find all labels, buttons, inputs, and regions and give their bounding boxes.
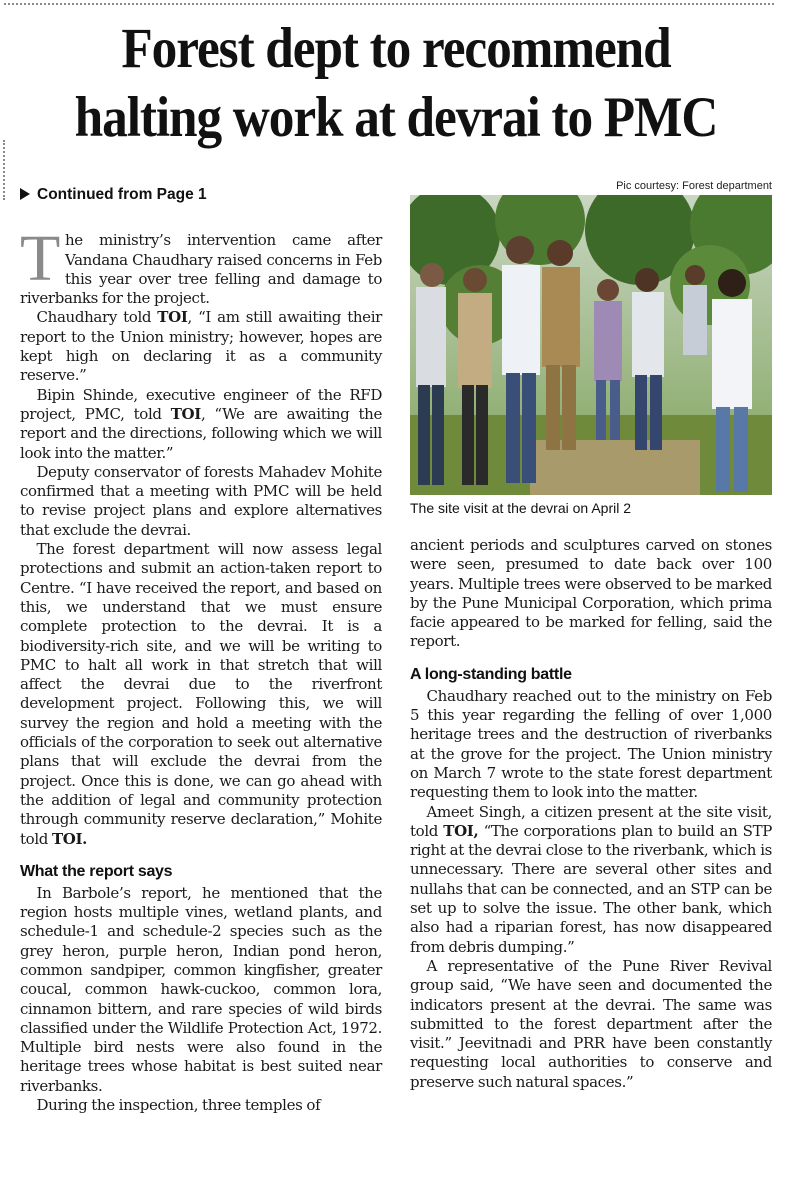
triangle-arrow-icon [20,188,30,200]
paragraph-1 [20,222,382,308]
photo-credit: Pic courtesy: Forest department [616,180,772,192]
left-dotted-border [3,140,5,200]
continued-from-label [20,185,382,204]
continued-text: Continued from Page 1 [37,186,207,203]
paragraph-11: A representative of the Pune River Revival group said, “We have seen and documented the indicators present at the devrai. The same was submitted to the forest department after the visit.” Jeevitnadi and PRR have been constantly requesting local authorities to conserve and preserve such natural spaces.” [410,956,772,1091]
site-visit-photo [410,195,772,495]
paragraph-3 [20,386,382,463]
paragraph-2-text-a: Chaudhary told [36,308,158,327]
toi-bold: TOI [157,308,188,327]
paragraph-4: Deputy conservator of forests Mahadev Mohite confirmed that a meeting with PMC will be held to revise project plans and explore alternatives that exclude the devrai. [20,462,382,539]
paragraph-7: During the inspection, three temples of [36,1096,321,1115]
photo-illustration [410,195,772,495]
toi-bold: TOI [170,404,201,423]
paragraph-10-text-a: Ameet Singh, a citizen present at the site visit, told [410,802,772,840]
paragraph-5-text: The forest department will now assess legal protections and submit an action-taken report to Centre. “I have received the report, and based on this, we understand that we must ensure complete protection to the devrai. It is a biodiversity-rich site, and we will be writing to PMC to halt all work in that stretch that will affect the devrai due to the riverfront development project. Following this, we will survey the region and hold a meeting with the officials of the corporation to seek out alternative plans that will exclude the devrai from the project. Once this is done, we can go ahead with the addition of legal and community protection through community reserve declaration,” Mohite told [20,540,382,848]
headline-line-2: halting work at devrai to PMC [74,86,718,149]
paragraph-3-text-a: Bipin Shinde, executive engineer of the RFD project, PMC, told [20,385,382,423]
article-column-right [410,536,772,1092]
paragraph-8: ancient periods and sculptures carved on stones were seen, presumed to date back over 100 years. Multiple trees were observed to be marked by the Pune Municipal Corporation, which prima facie appeared to be marked for felling, said the report. [410,536,772,651]
photo-caption: The site visit at the devrai on April 2 [410,500,631,516]
headline [40,14,753,152]
paragraph-2-text-b: , “I am still awaiting their report to the Union ministry; however, hopes are kept high on declaring it as a community reserve.” [20,308,382,385]
subheading-report: What the report says [20,862,173,880]
paragraph-1-text: he ministry’s intervention came after Vandana Chaudhary raised concerns in Feb this year over tree felling and damage to riverbanks for the project. [20,231,382,308]
paragraph-6: In Barbole’s report, he mentioned that the region hosts multiple vines, wetland plants, and schedule-1 and schedule-2 species such as the grey heron, purple heron, Indian pond heron, common sandpiper, common kingfisher, greater coucal, common hawk-cuckoo, common lora, cinnamon bittern, and rare species of wild birds classified under the Wildlife Protection Act, 1972. Multiple bird nests were also found in the heritage trees whose habitat is best suited near riverbanks. [20,883,382,1095]
paragraph-5 [20,540,382,849]
toi-bold: TOI. [51,829,88,848]
drop-cap: T [20,222,60,296]
paragraph-10-text-b: “The corporations plan to build an STP right at the devrai close to the riverbank, which is unnecessary. There are several other sites and nullahs that can be connected, and an STP can be set up to solve the issue. The other bank, which also had a riparian forest, has now disappeared from debris dumping.” [410,821,772,956]
article-column-left [20,185,382,1115]
subheading-battle: A long-standing battle [410,665,572,683]
headline-line-1: Forest dept to recommend [121,17,671,80]
paragraph-10 [410,803,772,957]
paragraph-2 [20,308,382,385]
top-dotted-border [4,3,774,5]
paragraph-3-text-b: , “We are awaiting the report and the directions, following which we will look into the matter.” [20,404,382,462]
toi-bold: TOI, [443,821,479,840]
paragraph-9: Chaudhary reached out to the ministry on Feb 5 this year regarding the felling of over 1,000 heritage trees and the destruction of riverbanks at the grove for the project. The Union ministry on March 7 wrote to the state forest department requesting them to look into the matter. [410,686,772,802]
